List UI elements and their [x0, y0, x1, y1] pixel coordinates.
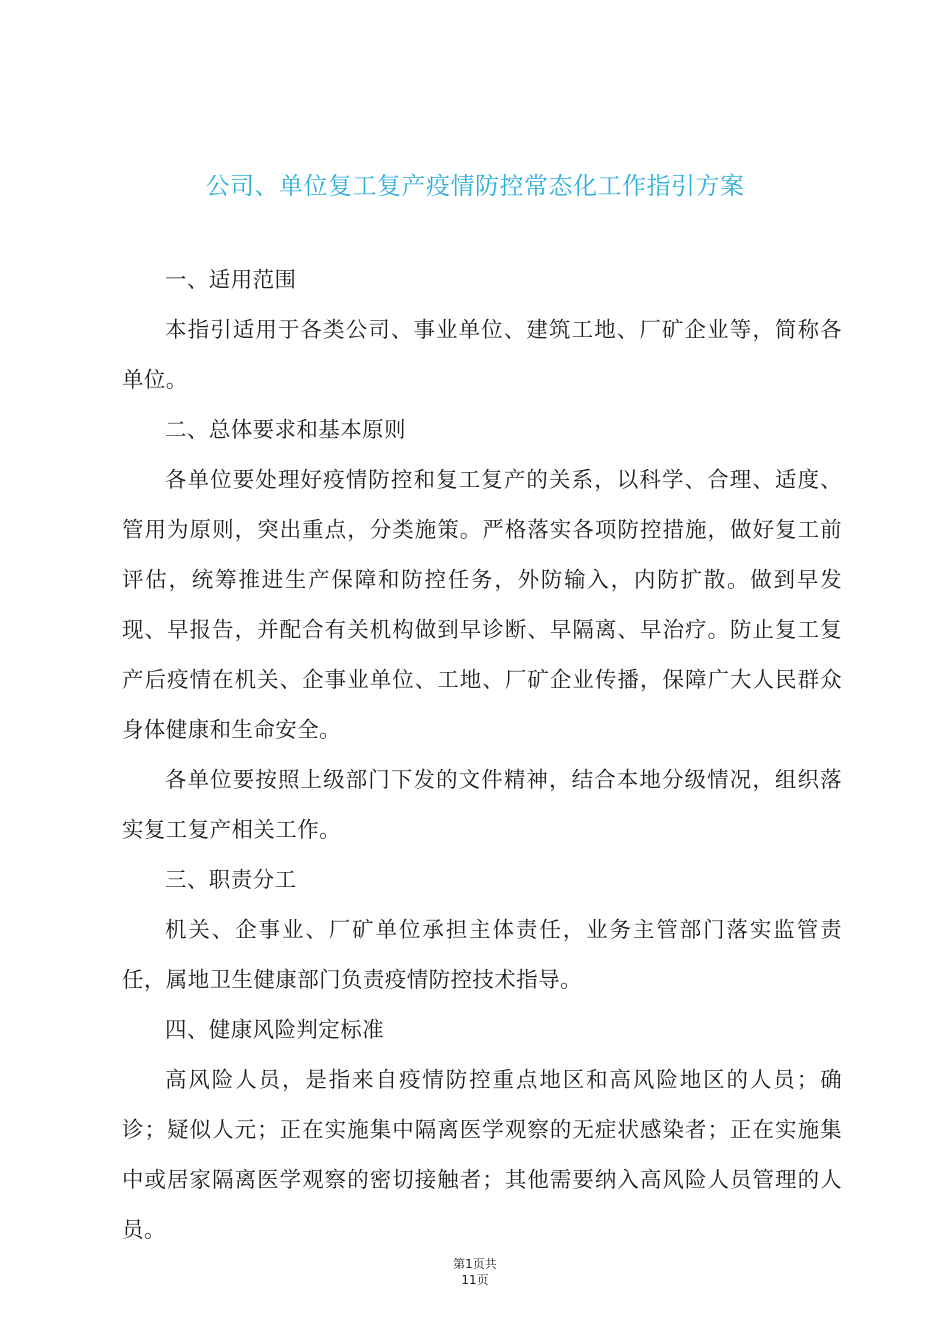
page-number-line2: 11页: [461, 1273, 489, 1287]
paragraph-responsibilities: 机关、企事业、厂矿单位承担主体责任，业务主管部门落实监管责任，属地卫生健康部门负责疫情防控技术指导。: [122, 918, 842, 993]
document-body: [122, 256, 842, 1256]
section-heading-requirements: 二、总体要求和基本原则: [165, 418, 406, 443]
page-footer: [0, 1256, 950, 1288]
paragraph-implementation: 各单位要按照上级部门下发的文件精神，结合本地分级情况，组织落实复工复产相关工作。: [122, 768, 842, 843]
paragraph-requirements: 各单位要处理好疫情防控和复工复产的关系，以科学、合理、适度、管用为原则，突出重点，分类施策。严格落实各项防控措施，做好复工前评估，统筹推进生产保障和防控任务，外防输入，内防扩散。做到早发现、早报告，并配合有关机构做到早诊断、早隔离、早治疗。防止复工复产后疫情在机关、企事业单位、工地、厂矿企业传播，保障广大人民群众身体健康和生命安全。: [122, 468, 842, 743]
document-title: 公司、单位复工复产疫情防控常态化工作指引方案: [205, 172, 745, 200]
page-number-line1: 第1页共: [453, 1257, 497, 1271]
section-heading-risk-criteria: 四、健康风险判定标准: [165, 1018, 385, 1043]
paragraph-scope: 本指引适用于各类公司、事业单位、建筑工地、厂矿企业等，简称各单位。: [122, 318, 842, 393]
section-heading-responsibilities: 三、职责分工: [165, 868, 297, 893]
paragraph-risk-criteria: 高风险人员，是指来自疫情防控重点地区和高风险地区的人员；确诊；疑似人元；正在实施集中隔离医学观察的无症状感染者；正在实施集中或居家隔离医学观察的密切接触者；其他需要纳入高风险人员管理的人员。: [122, 1068, 842, 1243]
section-heading-scope: 一、适用范围: [165, 268, 297, 293]
